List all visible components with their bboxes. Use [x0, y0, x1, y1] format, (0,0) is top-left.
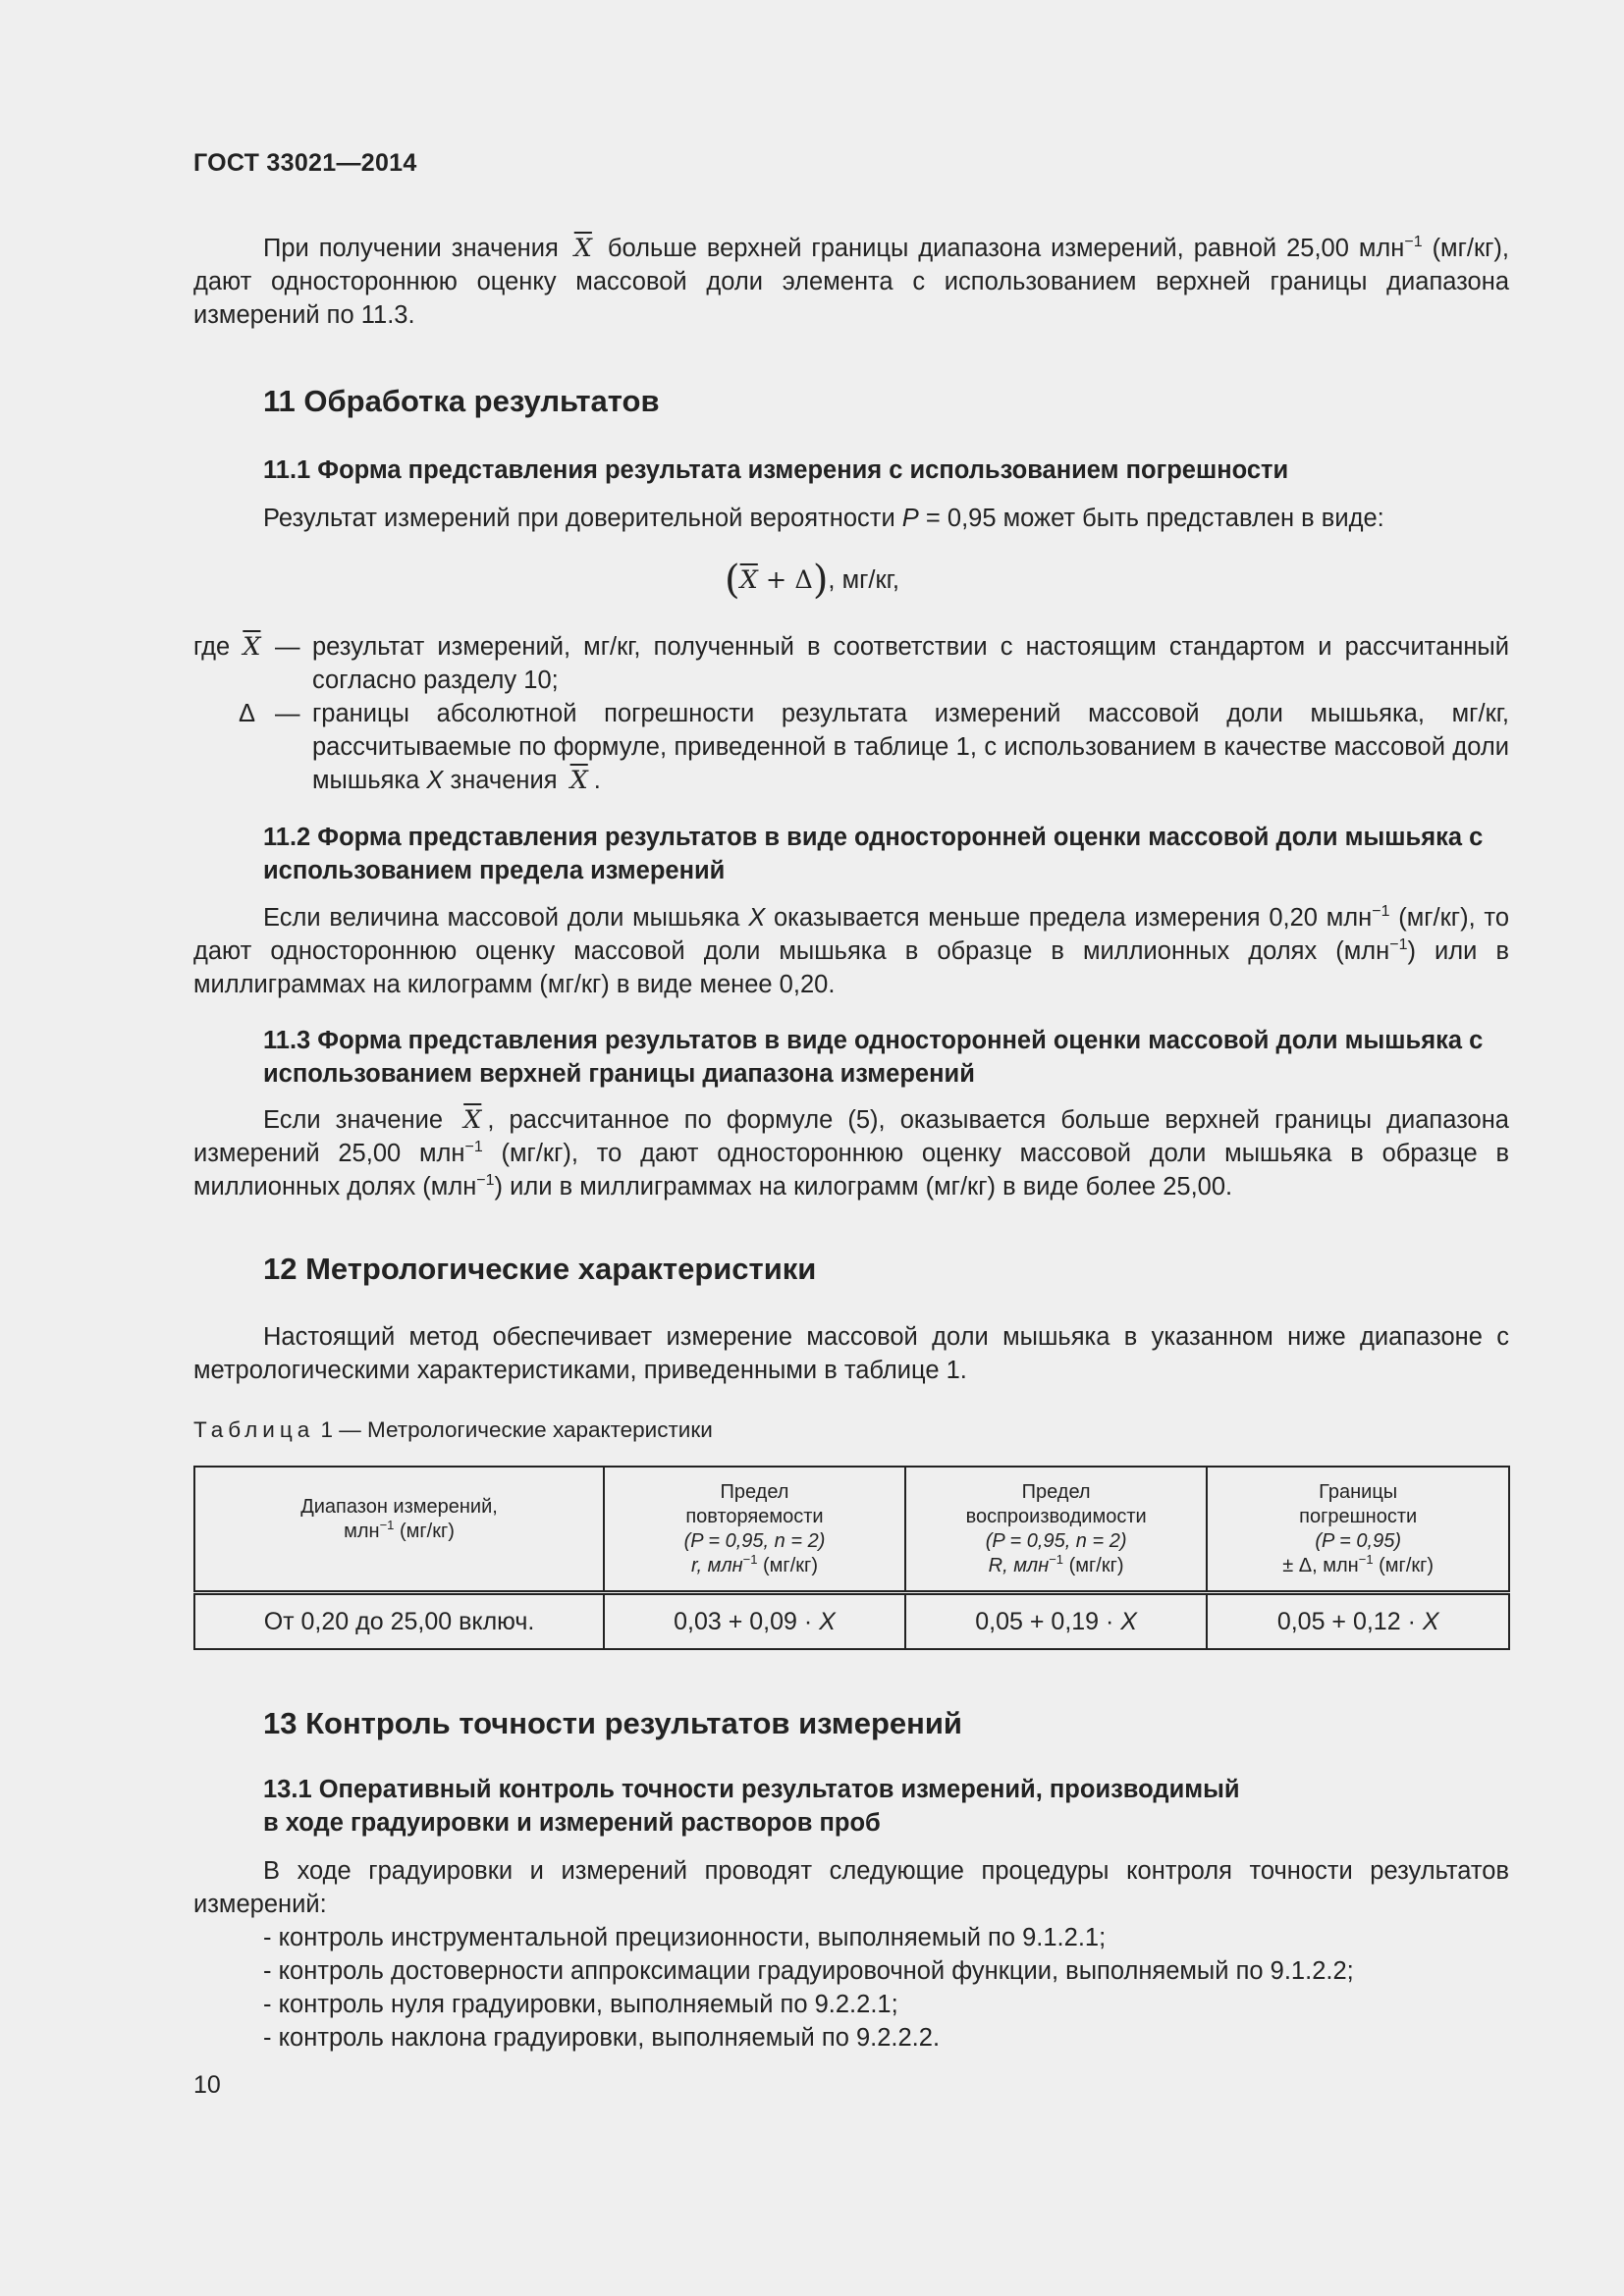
- text: ± Δ, млн: [1282, 1554, 1359, 1576]
- text: (мг/кг): [1373, 1554, 1435, 1576]
- caption-word: Таблица: [193, 1417, 315, 1442]
- text: млн: [344, 1520, 380, 1542]
- list-item: - контроль инструментальной прецизионности, выполняемый по 9.1.2.1;: [263, 1924, 1107, 1951]
- text: границы абсолютной погрешности результата измерений массовой доли мышьяка, мг/кг, рассчитываемые по формуле, приведенной в таблице 1, с использованием в качестве массовой доли мышьяка: [312, 700, 1509, 794]
- table-caption: [193, 1417, 713, 1443]
- definition-dash: —: [275, 700, 300, 727]
- section-12-title: 12 Метрологические характеристики: [263, 1252, 817, 1286]
- table-header-cell: [905, 1467, 1207, 1593]
- definition-x-bar: [193, 630, 1509, 697]
- text: , рассчитанное по формуле (5), оказывается больше верхней границы диапазона измерений 25,00 млн: [193, 1106, 1509, 1167]
- text: Если величина массовой доли мышьяка: [263, 904, 740, 932]
- control-procedures-list: [263, 1921, 1354, 2055]
- formula-x-bar: $\overline{X}$: [739, 565, 758, 595]
- x-bar-symbol: $\overline{X}$: [463, 1105, 482, 1135]
- list-item: - контроль нуля градуировки, выполняемый по 9.2.2.1;: [263, 1991, 898, 2018]
- text: значения: [450, 767, 558, 794]
- formula-plus-delta: + Δ: [757, 565, 813, 595]
- table-cell: От 0,20 до 25,00 включ.: [194, 1593, 604, 1650]
- text: 0,05 + 0,12 ·: [1276, 1607, 1423, 1635]
- text: Предел: [720, 1480, 789, 1503]
- table-cell: [1207, 1593, 1509, 1650]
- where-definitions: [193, 630, 1509, 797]
- caption-text: 1 — Метрологические характеристики: [320, 1417, 713, 1442]
- section-11-1-paragraph: [193, 502, 1509, 535]
- text: погрешности: [1299, 1505, 1418, 1527]
- metrological-table: [193, 1466, 1510, 1650]
- table-cell: [604, 1593, 905, 1650]
- section-13-1-paragraph: В ходе градуировки и измерений проводят следующие процедуры контроля точности результатов измерений:: [193, 1857, 1509, 1918]
- text: 0,03 + 0,09 ·: [674, 1607, 820, 1635]
- document-header-code: ГОСТ 33021—2014: [193, 149, 417, 177]
- table-header-cell: [194, 1467, 604, 1593]
- text: воспроизводимости: [965, 1505, 1147, 1527]
- section-11-2-title: 11.2 Форма представления результатов в виде односторонней оценки массовой доли мышьяка с использованием предела измерений: [263, 824, 1484, 884]
- definition-delta: [193, 697, 1509, 797]
- formula-paren-close: ): [812, 558, 829, 603]
- section-11-3-paragraph: [193, 1103, 1509, 1203]
- text: (мг/кг): [1063, 1554, 1124, 1576]
- superscript: −1: [464, 1139, 483, 1155]
- x-bar-symbol: $\overline{X}$: [569, 766, 588, 795]
- formula-unit: , мг/кг,: [828, 566, 899, 594]
- definition-text: [312, 697, 1509, 797]
- superscript: −1: [1404, 234, 1423, 250]
- superscript: −1: [1372, 903, 1390, 920]
- title-line: в ходе градуировки и измерений растворов проб: [263, 1809, 881, 1837]
- list-item: - контроль наклона градуировки, выполняемый по 9.2.2.2.: [263, 2024, 941, 2052]
- text: r, млн: [690, 1554, 743, 1576]
- text: ) или в миллиграммах на килограмм (мг/кг) в виде более 25,00.: [494, 1173, 1233, 1201]
- x-bar-symbol: $\overline{X}$: [573, 234, 592, 263]
- text: R, млн: [988, 1554, 1050, 1576]
- text: Диапазон измерений,: [300, 1495, 498, 1518]
- text: (мг/кг): [394, 1520, 455, 1542]
- superscript: −1: [476, 1172, 495, 1189]
- delta-symbol: Δ: [238, 700, 255, 727]
- intro-text-1: При получении значения: [263, 235, 559, 262]
- table-cell: [905, 1593, 1207, 1650]
- intro-text-2: больше верхней границы диапазона измерений, равной 25,00 млн: [607, 235, 1405, 262]
- text: повторяемости: [685, 1505, 824, 1527]
- x-bar-symbol: $\overline{X}$: [243, 632, 261, 662]
- p-variable: P: [901, 505, 919, 532]
- text: Результат измерений при доверительной вероятности: [263, 505, 895, 532]
- intro-text-3: (мг/кг), дают одностороннюю оценку массовой доли элемента с использованием верхней границы диапазона измерений по 11.3.: [193, 235, 1510, 329]
- x-variable: X: [1120, 1607, 1137, 1635]
- section-13-title: 13 Контроль точности результатов измерений: [263, 1706, 962, 1740]
- definition-label: [193, 630, 275, 664]
- definition-text: результат измерений, мг/кг, полученный в соответствии с настоящим стандартом и рассчитанный согласно разделу 10;: [312, 633, 1509, 694]
- text: (мг/кг): [757, 1554, 818, 1576]
- where-word: где: [193, 633, 231, 661]
- section-11-title: 11 Обработка результатов: [263, 384, 660, 418]
- text: (мг/кг), то дают одностороннюю оценку массовой доли мышьяка в образце в миллионных долях (млн: [193, 904, 1510, 965]
- table-header-cell: [604, 1467, 905, 1593]
- superscript: −1: [1049, 1551, 1064, 1567]
- x-variable: X: [1422, 1607, 1439, 1635]
- text: Предел: [1021, 1480, 1091, 1503]
- superscript: −1: [1389, 936, 1408, 953]
- text: Границы: [1319, 1480, 1398, 1503]
- text: = 0,95 может быть представлен в виде:: [925, 505, 1384, 532]
- definition-dash: —: [275, 633, 300, 661]
- intro-paragraph: [193, 232, 1509, 332]
- section-11-3-title: 11.3 Форма представления результатов в виде односторонней оценки массовой доли мышьяка с использованием верхней границы диапазона измерений: [263, 1027, 1484, 1088]
- table-header-cell: [1207, 1467, 1509, 1593]
- text: Если значение: [263, 1106, 444, 1134]
- section-11-2-paragraph: [193, 901, 1509, 1001]
- superscript: −1: [742, 1551, 758, 1567]
- table-header-row: [194, 1467, 1509, 1593]
- text: (P = 0,95, n = 2): [683, 1529, 826, 1552]
- text: .: [593, 767, 601, 794]
- section-13-1-title: [263, 1773, 1509, 1840]
- text: оказывается меньше предела измерения 0,20 млн: [774, 904, 1373, 932]
- section-12-paragraph: Настоящий метод обеспечивает измерение массовой доли мышьяка в указанном ниже диапазоне с метрологическими характеристиками, приведенными в таблице 1.: [193, 1323, 1509, 1384]
- text: (P = 0,95): [1315, 1529, 1401, 1552]
- list-item: - контроль достоверности аппроксимации градуировочной функции, выполняемый по 9.1.2.2;: [263, 1957, 1354, 1985]
- section-11-1-title: 11.1 Форма представления результата измерения с использованием погрешности: [263, 456, 1289, 484]
- table-row: [194, 1593, 1509, 1650]
- superscript: −1: [1358, 1551, 1374, 1567]
- text: 0,05 + 0,19 ·: [975, 1607, 1121, 1635]
- superscript: −1: [379, 1517, 395, 1532]
- text: ) или в миллиграммах на килограмм (мг/кг) в виде менее 0,20.: [193, 937, 1510, 998]
- title-line: 13.1 Оперативный контроль точности результатов измерений, производимый: [263, 1776, 1240, 1803]
- text: (P = 0,95, n = 2): [985, 1529, 1127, 1552]
- x-variable: X: [819, 1607, 836, 1635]
- x-variable: X: [426, 767, 444, 794]
- result-formula: [0, 558, 1624, 603]
- x-variable: X: [748, 904, 766, 932]
- text: (мг/кг), то дают одностороннюю оценку массовой доли мышьяка в образце в миллионных долях (млн: [193, 1140, 1509, 1201]
- page-number: 10: [193, 2071, 221, 2099]
- formula-paren-open: (: [725, 558, 740, 603]
